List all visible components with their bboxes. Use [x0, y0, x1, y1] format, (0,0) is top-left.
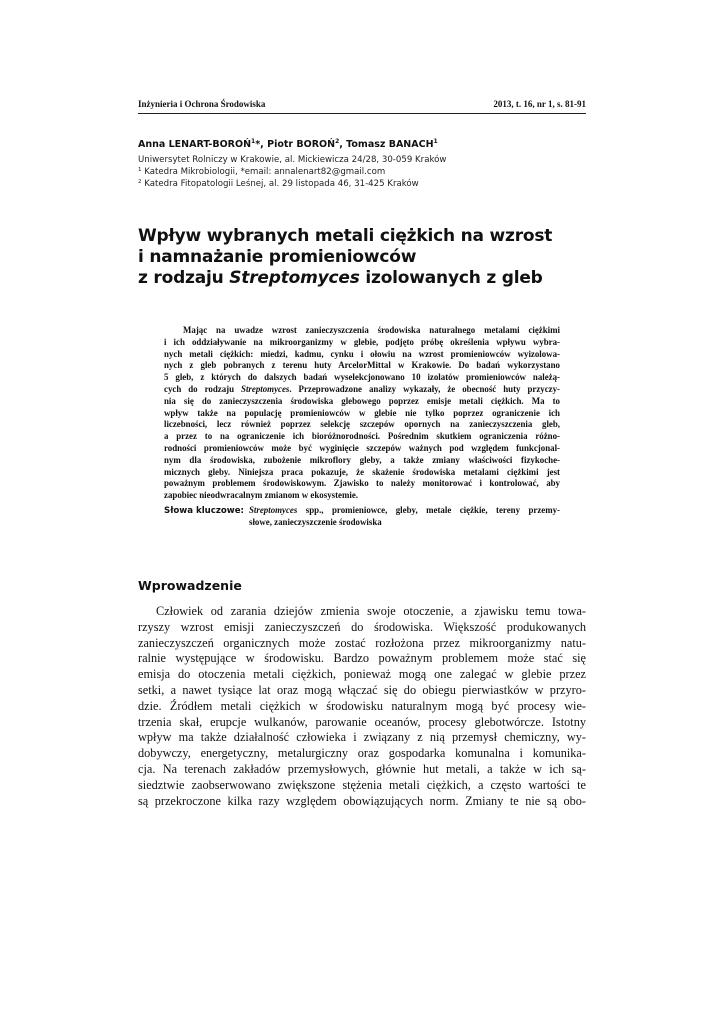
abstract	[164, 325, 560, 502]
affiliation-university: Uniwersytet Rolniczy w Krakowie, al. Mickiewicza 24/28, 30-059 Kraków	[138, 155, 447, 165]
body-line: siedztwie zaobserwowano zwiększone stężenia metali ciężkich, a często wartości te	[138, 777, 586, 792]
abstract-line: zapobiec nieodwracalnym zmianom w ekosystemie.	[164, 490, 358, 501]
affiliation-dept-2	[138, 179, 586, 189]
body-line: zanieczyszczeń organicznych może zostać rozłożona przez mikroorganizmy natu-	[138, 635, 586, 650]
body-paragraph	[138, 604, 586, 809]
abstract-line: poważnym problemem środowiskowym. Zjawisko to należy monitorować i kontrolować, aby	[164, 478, 560, 489]
author-3-affil: 1	[433, 138, 438, 145]
affiliation-2-text: Katedra Fitopatologii Leśnej, al. 29 listopada 46, 31-425 Kraków	[141, 179, 419, 189]
body-line: ralnie występujące w środowisku. Bardzo poważnym problemem może stać się	[138, 651, 586, 666]
abstract-line: nych metali ciężkich: miedzi, kadmu, cynku i ołowiu na wzrost promieniowców wyizolowa-	[164, 348, 560, 359]
title-genus: Streptomyces	[229, 268, 360, 288]
body-line: wpływ ma także działalność człowieka i związany z nią przemysł chemiczny, wy-	[138, 730, 586, 745]
abstract-line: rodności promieniowców może być wyginięcie szczepów ważnych pod względem funkcjonal-	[164, 442, 560, 453]
keywords-genus: Streptomyces	[249, 505, 298, 515]
author-2-affil: 2	[335, 138, 340, 145]
author-1-affil: 1	[251, 138, 256, 145]
body-line: dobywczy, energetyczny, metalurgiczny oraz gospodarka komunalna i komunika-	[138, 746, 586, 761]
body-line: setki, a nawet tysiące lat oraz mogą włączać się do obiegu pierwiastków w przyro-	[138, 682, 586, 697]
corresponding-mark: *,	[255, 139, 268, 150]
title-line-3	[138, 268, 586, 289]
author-3: Tomasz BANACH	[346, 139, 434, 150]
abstract-line: nych z gleb pobranych z terenu huty ArcelorMittal w Krakowie. Do badań wykorzystano	[164, 360, 560, 371]
title-line-3-b: izolowanych z gleb	[359, 268, 543, 288]
title-line-2: i namnażanie promieniowców	[138, 247, 417, 267]
keywords-label: Słowa kluczowe:	[164, 506, 244, 516]
affiliation-1-marker: 1	[138, 167, 142, 173]
keywords-line-1-rest: spp., promieniowce, gleby, metale ciężkie, tereny przemy-	[297, 505, 560, 515]
author-2: Piotr BOROŃ	[267, 139, 336, 150]
abstract-line: Mając na uwadze wzrost zanieczyszczenia środowiska naturalnego metalami ciężkimi	[183, 325, 560, 335]
title-line-1: Wpływ wybranych metali ciężkich na wzrost	[138, 226, 553, 246]
body-line: Człowiek od zarania dziejów zmienia swoje otoczenie, a zjawisku temu towa-	[156, 604, 586, 618]
abstract-line: micznych gleby. Niniejsza praca pokazuje, że skażenie środowiska metalami ciężkimi jest	[164, 466, 560, 477]
citation-info: 2013, t. 16, nr 1, s. 81-91	[493, 99, 586, 109]
paper-title	[138, 226, 586, 289]
running-head	[138, 99, 586, 113]
keywords-line-1	[249, 505, 560, 517]
body-line: dzie. Źródłem metali ciężkich w środowisku naturalnym mogą być procesy wie-	[138, 698, 586, 713]
journal-name: Inżynieria i Ochrona Środowiska	[138, 99, 266, 109]
abstract-line: 5 gleb, z których do dalszych badań wyselekcjonowano 10 izolatów promieniowców należą-	[164, 372, 560, 383]
keywords-line-2: słowe, zanieczyszczenie środowiska	[249, 516, 382, 527]
author-separator: ,	[339, 139, 347, 150]
affiliation-1-text: Katedra Mikrobiologii, *email: annalenart82@gmail.com	[141, 167, 386, 177]
abstract-genus: Streptomyces	[241, 383, 290, 394]
title-line-3-a: z rodzaju	[138, 268, 230, 288]
body-line: rzyszy wzrost emisji zanieczyszczeń do środowiska. Większość produkowanych	[138, 619, 586, 634]
affiliation-2-marker: 2	[138, 179, 142, 185]
affiliation-dept-1	[138, 167, 586, 177]
header-rule	[138, 113, 586, 114]
body-line: emisja do otoczenia metali ciężkich, ponieważ mogą one zalegać w glebie przez	[138, 667, 586, 682]
abstract-line: nia się do zanieczyszczenia środowiska glebowego poprzez emisje metali ciężkich. Ma to	[164, 395, 560, 406]
abstract-line: liczebności, lecz również poprzez selekcję szczepów opornych na zanieczyszczenia gleb,	[164, 419, 560, 430]
author-1: Anna LENART-BOROŃ	[138, 139, 252, 150]
abstract-line: wpływ także na populację promieniowców w glebie nie tylko poprzez ograniczenie ich	[164, 407, 560, 418]
abstract-line: cych do rodzaju Streptomyces. Przeprowadzone analizy wykazały, że obecność huty przyczy-	[164, 383, 560, 394]
keywords-text	[249, 505, 560, 529]
body-line: trzenia skał, erupcje wulkanów, parowanie oceanów, procesy glebotwórcze. Istotny	[138, 714, 586, 729]
abstract-line: a przez to na ograniczenie ich bioróżnorodności. Pośrednim skutkiem ograniczenia różno-	[164, 431, 560, 442]
body-line: są przekroczone kilka razy względem obowiązujących norm. Zmiany te nie są obo-	[138, 793, 586, 808]
body-line: cja. Na terenach zakładów przemysłowych, głównie hut metali, a także w ich są-	[138, 761, 586, 776]
abstract-line: i ich oddziaływanie na mikroorganizmy w glebie, podjęto próbę określenia wpływu wybra-	[164, 336, 560, 347]
author-list	[138, 138, 586, 150]
abstract-line: nym dla środowiska, zubożenie mikroflory gleby, a także zmiany właściwości fizykoche-	[164, 454, 560, 465]
section-heading: Wprowadzenie	[138, 578, 242, 593]
